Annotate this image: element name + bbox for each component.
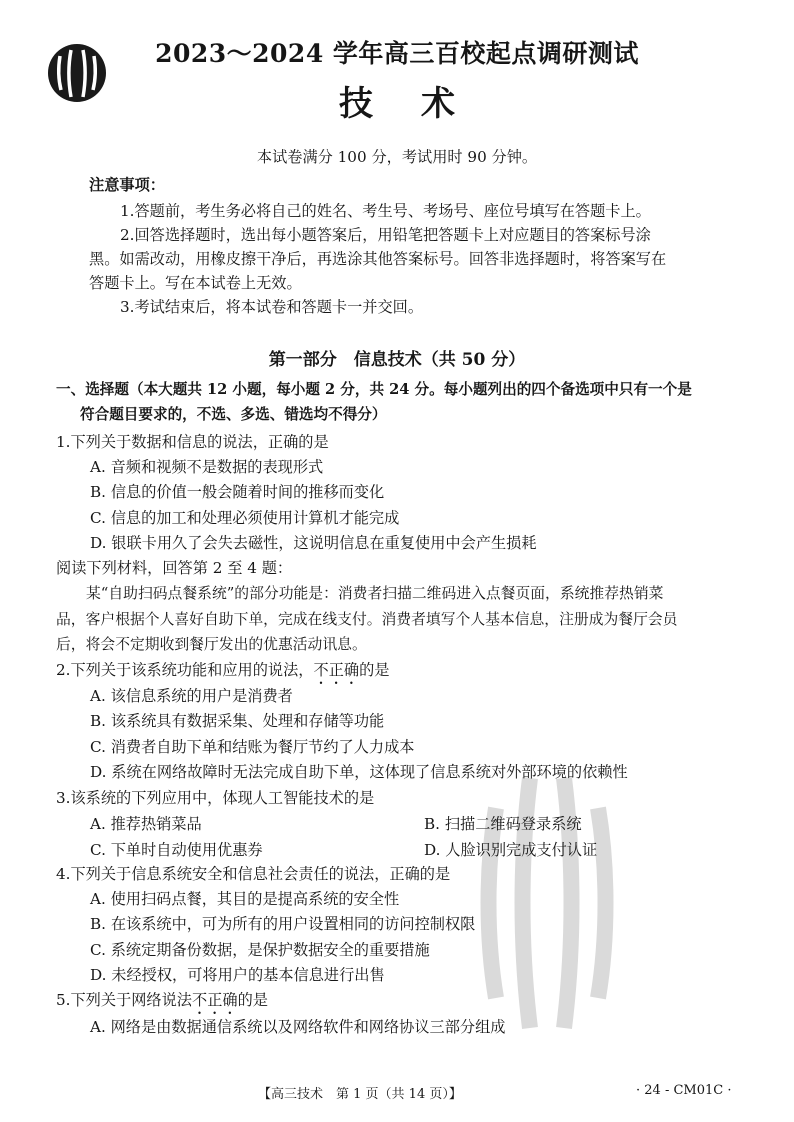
notice-line: 答题卡上。写在本试卷上无效。 bbox=[89, 274, 302, 292]
question-stem bbox=[56, 660, 389, 688]
question-option: B. 扫描二维码登录系统 bbox=[424, 815, 582, 833]
question-stem: 3.该系统的下列应用中，体现人工智能技术的是 bbox=[56, 789, 375, 807]
reading-text: 后，将会不定期收到餐厅发出的优惠活动讯息。 bbox=[56, 636, 367, 653]
stem-text: 5.下列关于网络说法 bbox=[56, 991, 192, 1009]
question-option: C. 消费者自助下单和结账为餐厅节约了人力成本 bbox=[90, 738, 415, 756]
question-option: A. 该信息系统的用户是消费者 bbox=[90, 687, 293, 705]
question-stem: 4.下列关于信息系统安全和信息社会责任的说法，正确的是 bbox=[56, 865, 451, 883]
stem-text: 的是 bbox=[359, 661, 390, 679]
question-stem: 1.下列关于数据和信息的说法，正确的是 bbox=[56, 433, 329, 451]
question-option: A. 推荐热销菜品 bbox=[90, 815, 202, 833]
question-option: D. 系统在网络故障时无法完成自助下单，这体现了信息系统对外部环境的依赖性 bbox=[90, 763, 628, 781]
question-option: D. 银联卡用久了会失去磁性，这说明信息在重复使用中会产生损耗 bbox=[90, 534, 537, 552]
question-option: D. 人脸识别完成支付认证 bbox=[424, 841, 598, 859]
question-option: A. 网络是由数据通信系统以及网络软件和网络协议三部分组成 bbox=[90, 1018, 506, 1036]
subject-title: 技术 bbox=[339, 84, 503, 124]
section-heading: 一、选择题（本大题共 12 小题，每小题 2 分，共 24 分。每小题列出的四个备选项中只有一个是 bbox=[56, 381, 692, 398]
notice-heading: 注意事项： bbox=[89, 176, 165, 194]
reading-intro: 阅读下列材料，回答第 2 至 4 题： bbox=[56, 559, 293, 577]
stem-text: 的是 bbox=[237, 991, 268, 1009]
question-option: A. 使用扫码点餐，其目的是提高系统的安全性 bbox=[90, 890, 400, 908]
notice-line: 3.考试结束后，将本试卷和答题卡一并交回。 bbox=[120, 298, 424, 316]
question-option: B. 该系统具有数据采集、处理和存储等功能 bbox=[90, 712, 385, 730]
question-stem bbox=[56, 990, 268, 1018]
reading-text: 品，客户根据个人喜好自助下单，完成在线支付。消费者填写个人基本信息，注册成为餐厅会员 bbox=[56, 611, 678, 628]
page-label: 【高三技术 第 1 页（共 14 页）】 bbox=[258, 1087, 462, 1102]
question-option: A. 音频和视频不是数据的表现形式 bbox=[90, 458, 324, 476]
exam-info: 本试卷满分 100 分，考试用时 90 分钟。 bbox=[256, 148, 538, 166]
notice-line: 1.答题前，考生务必将自己的姓名、考生号、考场号、座位号填写在答题卡上。 bbox=[120, 202, 651, 220]
question-option: B. 信息的价值一般会随着时间的推移而变化 bbox=[90, 483, 385, 501]
question-option: B. 在该系统中，可为所有的用户设置相同的访问控制权限 bbox=[90, 915, 476, 933]
question-option: C. 信息的加工和处理必须使用计算机才能完成 bbox=[90, 509, 400, 527]
section-heading: 符合题目要求的，不选、多选、错选均不得分） bbox=[80, 406, 387, 423]
watermark-logo bbox=[478, 768, 614, 1038]
stem-emphasis: 不正确 bbox=[313, 661, 360, 679]
reading-text: 某“自助扫码点餐系统”的部分功能是：消费者扫描二维码进入点餐页面，系统推荐热销菜 bbox=[86, 585, 664, 602]
exam-title: 2023～2024 学年高三百校起点调研测试 bbox=[155, 39, 639, 68]
part-title: 第一部分 信息技术（共 50 分） bbox=[268, 350, 526, 370]
question-option: C. 下单时自动使用优惠券 bbox=[90, 841, 263, 859]
notice-line: 2.回答选择题时，选出每小题答案后，用铅笔把答题卡上对应题目的答案标号涂 bbox=[120, 226, 651, 244]
stem-text: 2.下列关于该系统功能和应用的说法， bbox=[56, 661, 314, 679]
question-option: C. 系统定期备份数据，是保护数据安全的重要措施 bbox=[90, 941, 430, 959]
stem-emphasis: 不正确 bbox=[192, 991, 238, 1009]
exam-code: · 24 - CM01C · bbox=[636, 1083, 732, 1098]
question-option: D. 未经授权，可将用户的基本信息进行出售 bbox=[90, 966, 385, 984]
notice-line: 黑。如需改动，用橡皮擦干净后，再选涂其他答案标号。回答非选择题时，将答案写在 bbox=[89, 250, 667, 268]
